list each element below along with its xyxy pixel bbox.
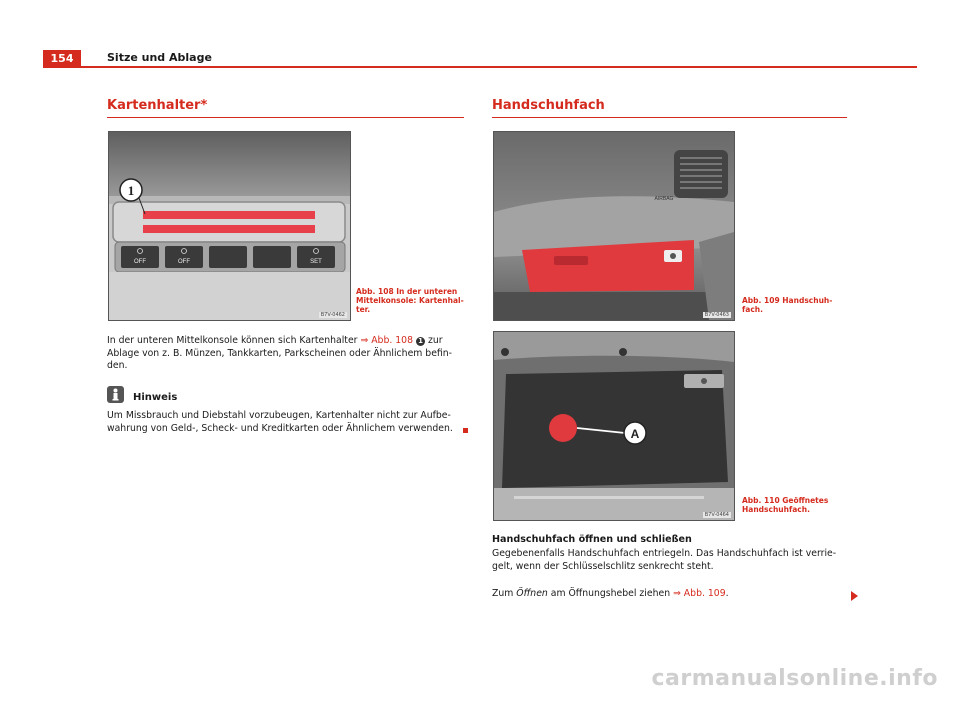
caption-108-line-1: Abb. 108 In der unteren	[356, 287, 458, 296]
section-rule-right	[492, 117, 847, 118]
glovebox-paragraph-1	[492, 548, 852, 573]
note-line-2: wahrung von Geld-, Scheck- und Kreditkarten oder Ähnlichem verwenden.	[107, 422, 453, 434]
caption-abb-108	[356, 287, 464, 314]
section-title-handschuhfach: Handschuhfach	[492, 98, 605, 113]
figure-code-110: B7V-0464	[704, 512, 729, 518]
caption-109-line-2: fach.	[742, 305, 763, 314]
section-rule-left	[107, 117, 464, 118]
caption-108-line-2: Mittelkonsole: Kartenhal-	[356, 296, 464, 305]
note-paragraph	[107, 410, 467, 435]
caption-110-line-2: Handschuhfach.	[742, 505, 810, 514]
caption-110-line-1: Abb. 110 Geöffnetes	[742, 496, 829, 505]
glovebox-para-1-line-1: Gegebenenfalls Handschuhfach entriegeln. Das Handschuhfach ist verrie-	[492, 548, 837, 559]
intro-paragraph	[107, 335, 467, 373]
caption-109-line-1: Abb. 109 Handschuh-	[742, 296, 833, 305]
callout-a-label: A	[630, 427, 640, 441]
chapter-title: Sitze und Ablage	[107, 51, 212, 64]
figure-code-108: B7V-0462	[320, 312, 345, 318]
intro-line-1-tail: zur	[425, 335, 443, 346]
link-abb-109[interactable]: ⇒ Abb. 109	[673, 588, 726, 599]
figure-card-holder	[108, 131, 351, 321]
caption-abb-109	[742, 296, 832, 314]
caption-abb-110	[742, 496, 828, 514]
header-rule	[43, 66, 917, 68]
figure-glovebox-open	[493, 331, 735, 521]
intro-line-2: Ablage von z. B. Münzen, Tankkarten, Parkscheinen oder Ähnlichem befin-	[107, 347, 453, 359]
para-2-text-a: Zum	[492, 588, 517, 599]
button-label-set: SET	[310, 259, 322, 265]
glovebox-para-1-line-2: gelt, wenn der Schlüsselschlitz senkrecht steht.	[492, 560, 714, 572]
button-label-off-2: OFF	[178, 259, 190, 265]
note-icon	[107, 386, 124, 403]
continue-arrow-icon	[851, 591, 858, 601]
callout-ref-1: 1	[416, 337, 425, 346]
figure-code-109: B7V-0463	[704, 312, 729, 318]
intro-line-1-text: In der unteren Mittelkonsole können sich Kartenhalter	[107, 335, 361, 346]
caption-108-line-3: ter.	[356, 305, 371, 314]
page-number: 154	[43, 50, 81, 67]
glovebox-closed-illustration	[494, 132, 734, 320]
glovebox-open-illustration	[494, 332, 734, 520]
figure-glovebox-closed	[493, 131, 735, 321]
section-title-kartenhalter: Kartenhalter*	[107, 98, 208, 113]
link-abb-108[interactable]: ⇒ Abb. 108	[360, 335, 414, 346]
button-label-off-1: OFF	[134, 259, 146, 265]
callout-1-label: 1	[127, 183, 135, 198]
card-holder-illustration	[109, 132, 350, 320]
para-2-emphasis: Öffnen	[516, 588, 548, 599]
airbag-label: AIRBAG	[654, 196, 674, 202]
note-title: Hinweis	[133, 392, 178, 403]
intro-line-1	[107, 335, 467, 348]
intro-line-3: den.	[107, 360, 128, 371]
watermark: carmanualsonline.info	[651, 666, 938, 691]
note-line-1: Um Missbrauch und Diebstahl vorzubeugen, Kartenhalter nicht zur Aufbe-	[107, 410, 451, 421]
section-end-marker	[463, 428, 468, 433]
glovebox-paragraph-2	[492, 588, 852, 601]
para-2-text-c: .	[725, 588, 729, 599]
para-2-text-b: am Öffnungshebel ziehen	[547, 588, 674, 599]
subheading-open-close: Handschuhfach öffnen und schließen	[492, 534, 692, 545]
